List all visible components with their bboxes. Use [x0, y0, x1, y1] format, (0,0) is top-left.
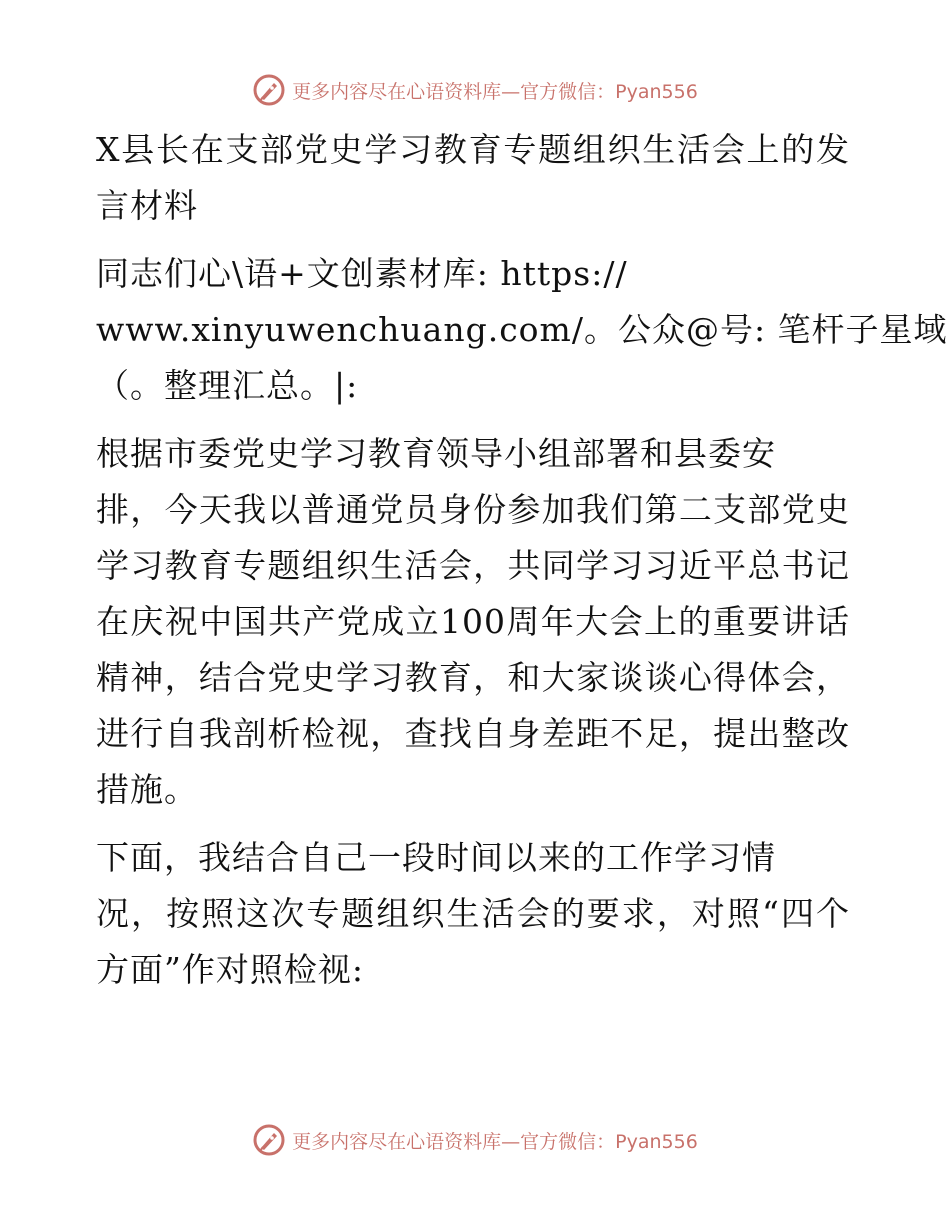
title-line: X县长在支部党史学习教育专题组织生活会上的发	[96, 130, 850, 169]
text-line: 措施。	[96, 770, 198, 809]
text-line: 学习教育专题组织生活会，共同学习习近平总书记	[96, 546, 850, 585]
header-banner	[0, 70, 950, 110]
pen-nib-logo-icon	[252, 1123, 286, 1157]
text-line: 况，按照这次专题组织生活会的要求，对照“四个	[96, 894, 850, 933]
title-line: 言材料	[96, 186, 198, 225]
paragraph-intro	[96, 426, 850, 818]
footer-banner	[0, 1120, 950, 1160]
text-line: 方面”作对照检视:	[96, 950, 364, 989]
paragraph-review	[96, 830, 850, 998]
text-line: www.xinyuwenchuang.com/。公众@号: 笔杆子星域	[96, 310, 948, 349]
banner-handle: Pyan556	[615, 80, 698, 103]
pen-nib-logo-icon	[252, 73, 286, 107]
text-line: 下面，我结合自己一段时间以来的工作学习情	[96, 838, 776, 877]
banner-handle: Pyan556	[615, 1130, 698, 1153]
text-line: 同志们心\语+文创素材库: https://	[96, 254, 628, 293]
text-line: 排，今天我以普通党员身份参加我们第二支部党史	[96, 490, 850, 529]
document-body	[96, 122, 948, 1010]
document-title	[96, 122, 850, 234]
text-line: 精神，结合党史学习教育，和大家谈谈心得体会，	[96, 658, 850, 697]
text-line: 在庆祝中国共产党成立100周年大会上的重要讲话	[96, 602, 850, 641]
banner-caption: 更多内容尽在心语资料库—官方微信：Pyan556	[292, 1130, 698, 1153]
text-line: （。整理汇总。|:	[96, 366, 359, 405]
paragraph-source	[96, 246, 948, 414]
text-line: 进行自我剖析检视，查找自身差距不足，提出整改	[96, 714, 850, 753]
text-line: 根据市委党史学习教育领导小组部署和县委安	[96, 434, 776, 473]
banner-caption: 更多内容尽在心语资料库—官方微信：Pyan556	[292, 80, 698, 103]
